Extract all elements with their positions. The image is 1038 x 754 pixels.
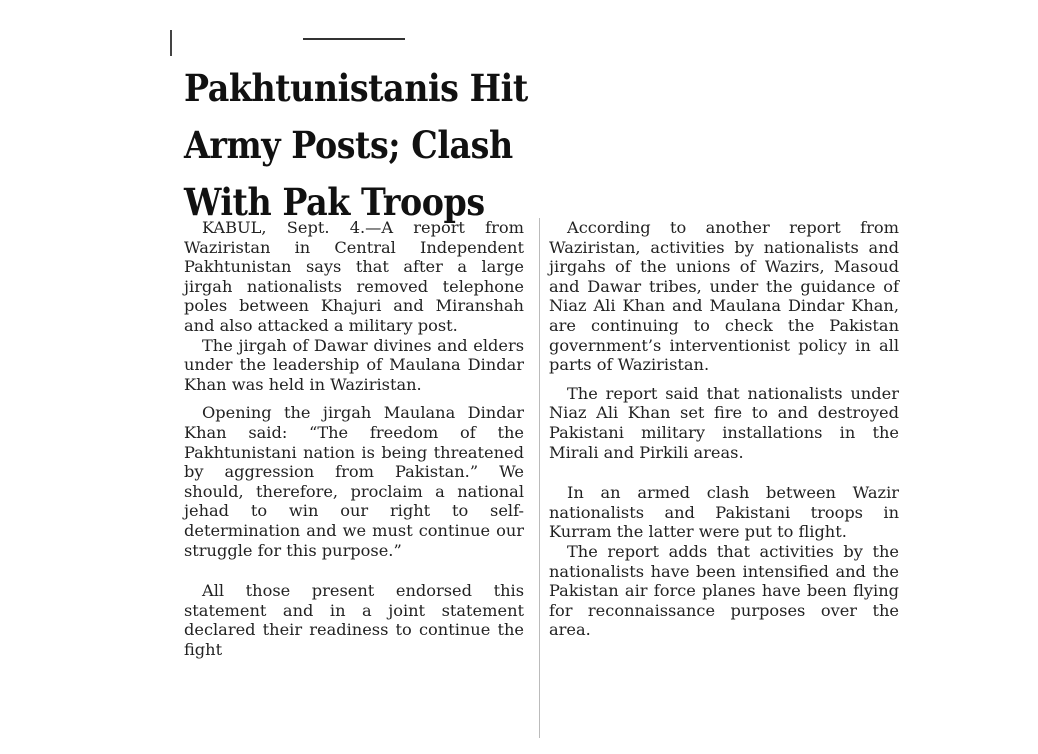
paragraph-dateline: KABUL, Sept. 4.—A report from Waziristan in Central Independent Pakhtunistan says that after a large jirgah nationalists removed telephone poles between Khajuri and Miranshah and also attacked a military post.: [184, 218, 524, 335]
headline: [184, 60, 562, 231]
margin-rule: [170, 30, 172, 56]
paragraph-report-adds: The report adds that activities by the nationalists have been intensified and the Pakistan air force planes have been flying for reconnaissance purposes over the area.: [549, 541, 899, 640]
paragraph-opening: Opening the jirgah Maulana Dindar Khan said: “The freedom of the Pakhtunistani nation is being threatened by aggression from Pakistan.” We should, therefore, proclaim a national jehad to win our right to self-determination and we must continue our struggle for this purpose.”: [184, 403, 524, 560]
paragraph-endorsed: All those present endorsed this statement and in a joint statement declared their readiness to continue the fight: [184, 581, 524, 659]
headline-line-3: With Pak Troops: [184, 180, 485, 224]
paragraph-set-fire: The report said that nationalists under Niaz Ali Khan set fire to and destroyed Pakistani military installations in the Mirali and Pirkili areas.: [549, 383, 899, 462]
newspaper-clipping: [166, 30, 906, 745]
paragraph-jirgah: The jirgah of Dawar divines and elders under the leadership of Maulana Dindar Khan was held in Waziristan.: [184, 335, 524, 394]
paragraph-another-report: According to another report from Waziristan, activities by nationalists and jirgahs of the unions of Wazirs, Masoud and Dawar tribes, under the guidance of Niaz Ali Khan and Maulana Dindar Khan, are continuing to check the Pakistan government’s interventionist policy in all parts of Waziristan.: [549, 218, 899, 375]
header-rule: [303, 38, 405, 40]
column-divider: [539, 218, 540, 738]
article-column-left: [184, 218, 524, 659]
headline-line-1: Pakhtunistanis Hit: [184, 66, 528, 110]
paragraph-armed-clash: In an armed clash between Wazir nationalists and Pakistani troops in Kurram the latter were put to flight.: [549, 483, 899, 542]
clipping-cut-edge: [166, 700, 536, 745]
article-column-right: [549, 218, 899, 640]
headline-line-2: Army Posts; Clash: [184, 123, 513, 167]
